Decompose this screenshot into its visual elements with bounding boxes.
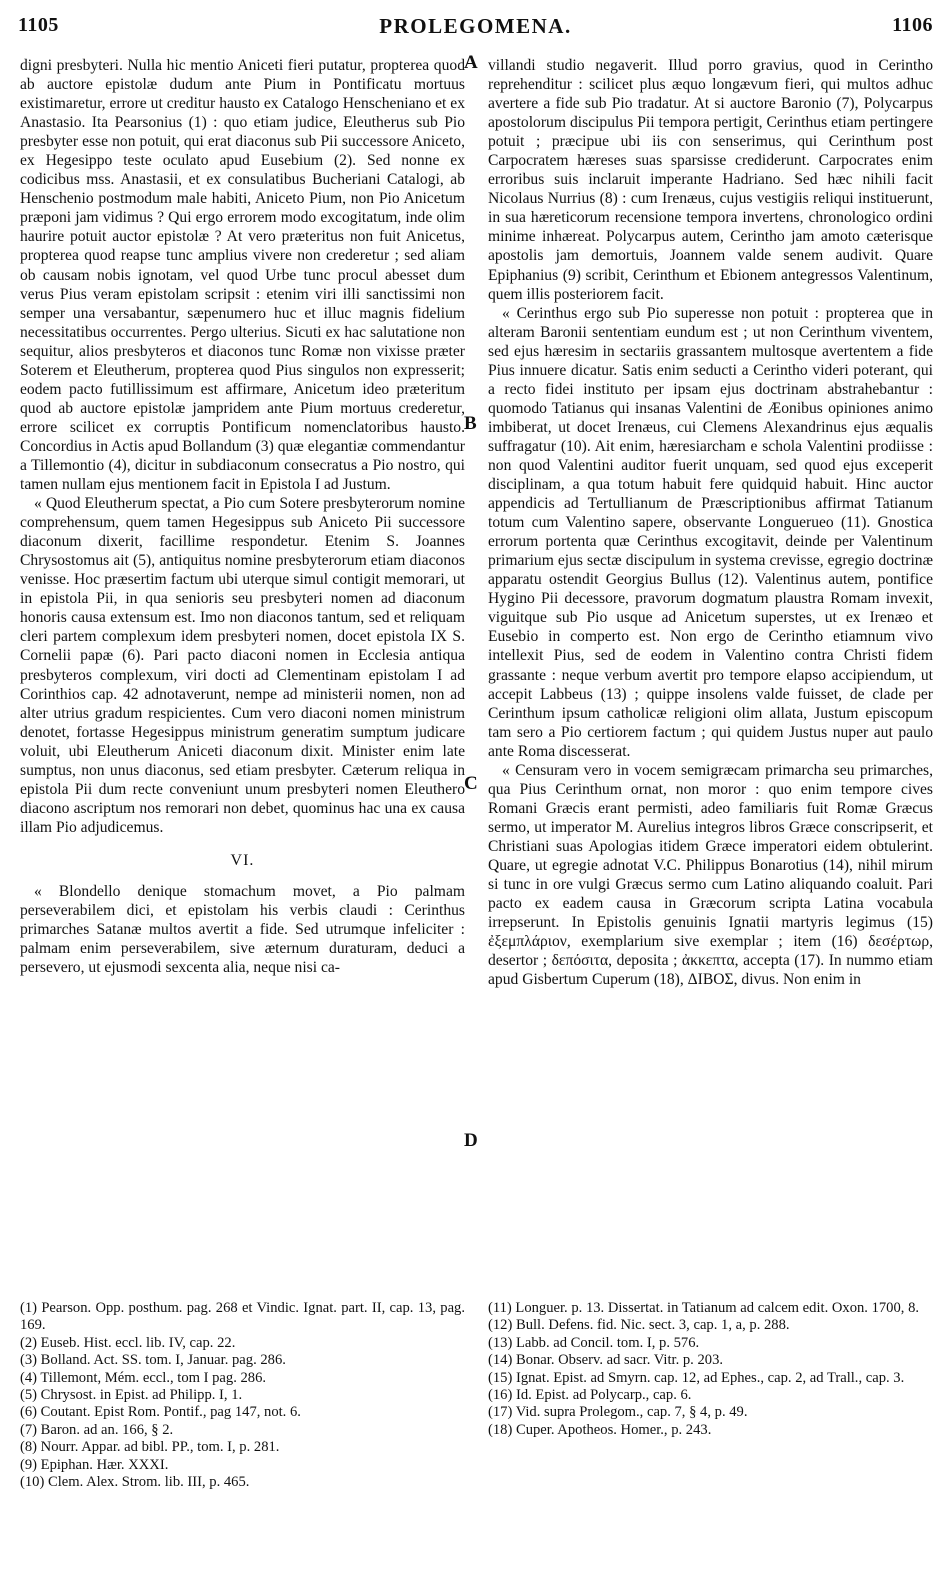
footnote-2: (2) Euseb. Hist. eccl. lib. IV, cap. 22. [20, 1334, 236, 1351]
right-column [488, 56, 933, 989]
footnote-8: (8) Nourr. Appar. ad bibl. PP., tom. I, p. 281. [20, 1439, 280, 1456]
footnote-10: (10) Clem. Alex. Strom. lib. III, p. 465. [20, 1474, 250, 1491]
footnote-12: (12) Bull. Defens. fid. Nic. sect. 3, cap. 1, a, p. 288. [488, 1317, 790, 1334]
right-paragraph-3: « Censuram vero in vocem semigræcam primarcha seu primarches, qua Pius Cerinthum ornat, non moror : quo enim tempore cives Romani Græcis erant permisti, adeo familiaris fuit Romæ Græcus sermo, ut imperator M. Aurelius integros libros Græce conscripserit, et Christiani suas Apologias itidem Græce imperatori eidem obtulerint. Quare, ut egregie adnotat V.C. Philippus Bonarotius (14), nihil mirum si tunc in ore vulgi Græcus sermo cum Latino aliquando coaluit. Pari pacto ex eadem causa in Græcorum scripta Latina vocabula irrepserunt. In Epistolis genuinis Ignatii martyris legimus (15) ἐξεμπλάριον, exemplarium sive exemplar ; item (16) δεσέρτωρ, desertor ; δεπόσιτα, deposita ; ἀκκεπτα, accepta (17). In nummo etiam apud Gisbertum Cuperum (18), ΔΙΒΟΣ, divus. Non enim in [488, 761, 933, 989]
right-paragraph-2: « Cerinthus ergo sub Pio superesse non potuit : propterea que in alteram Baronii sententiam eundum est ; ut non Cerinthum viventem, sed ejus hæresim in sectariis grassantem multosque avertentem a fide Pius innuere dicatur. Satis enim seducti a Cerintho videri poterant, qui a recto fidei instituto per ipsam ejus doctrinam abstrahebantur : quomodo Tatianus qui insanas Valentini de Æonibus opiniones animo imbiberat, ut docet Irenæus, cui Clemens Alexandrinus ejus æqualis suffragatur (10). Ait enim, hæresiarcham e schola Valentini prodiisse : non quod Valentini auditor fuerit unquam, sed quod ejus exceperit disciplinam, a qua totum habuit fere quidquid habuit. Hinc auctor appendicis ad Tertullianum de Præscriptionibus affirmat Tatianum totum cum Valentino sapere, observante Longuerueo (11). Gnostica errorum portenta quæ Cerinthus excogitavit, deinde per Valentinum primarium ejus sectæ discipulum in systema crevisse, egregio doctrinæ apparatu ostendit Georgius Bullus (12). Valentinus autem, pontifice Hygino Pii decessore, pravorum dogmatum plaustra Romam invexit, viguitque sub Pio usque ad Anicetum superstes, ut ex Irenæo et Eusebio in comperto est. Non ergo de Cerintho etiamnum vivo intellexit Pius, sed de eodem in Valentino contra Christi fidem grassante : neque verbum avertit pro tempore elapso accipiendum, ut accepit Labbeus (13) ; quippe insolens valde fuisset, de clade per Cerinthum ipsum catholicæ religioni olim allata, Justum episcopum tam sero a Pio certiorem factum ; qui quidem Justus nuper aut paulo ante Roma discesserat. [488, 304, 933, 760]
page-number-right: 1106 [892, 14, 933, 36]
footnote-13: (13) Labb. ad Concil. tom. I, p. 576. [488, 1334, 700, 1351]
margin-letter-d: D [464, 1130, 478, 1151]
margin-letter-c: C [464, 773, 478, 794]
footnote-9: (9) Epiphan. Hær. XXXI. [20, 1456, 169, 1473]
running-title: PROLEGOMENA. [379, 14, 572, 38]
footnote-14: (14) Bonar. Observ. ad sacr. Vitr. p. 203. [488, 1352, 724, 1369]
margin-letter-b: B [464, 413, 477, 434]
section-heading: VI. [230, 851, 255, 869]
page-number-left: 1105 [18, 14, 59, 36]
left-paragraph-3: « Blondello denique stomachum movet, a Pio palmam perseverabilem dici, et epistolam his verbis claudi : Cerinthus primarches Satanæ multos avertit a fide. Sed utrumque infeliciter : palmam enim perseverabilem, sive æternum duraturam, deduci a persevero, ut ejusmodi sexcenta alia, neque nisi ca- [20, 882, 465, 977]
footnote-17: (17) Vid. supra Prolegom., cap. 7, § 4, p. 49. [488, 1404, 748, 1421]
page-header [18, 14, 933, 42]
footnote-1: (1) Pearson. Opp. posthum. pag. 268 et Vindic. Ignat. part. II, cap. 13, pag. 169. [20, 1300, 465, 1334]
left-column [20, 56, 465, 977]
footnotes-right [488, 1300, 933, 1439]
right-paragraph-1: villandi studio negaverit. Illud porro gravius, quod in Cerintho reprehenditur : scilicet plus æquo longævum fieri, qui multos adhuc avertere a fide sub Pio tradatur. At si auctore Baronio (7), Polycarpus apostolorum discipulus Pii tempora pertigit, Cerinthus etiam pertingere potuit ; præcipue ubi iis con senserimus, qui Cerinthum post Carpocratem hæreses suas sparsisse crediderunt. Carpocrates enim erroribus suis inclaruit imperante Hadriano. Sed hæc nihili facit Nicolaus Nurrius (8) : cum Irenæus, cujus vestigiis reliqui instituerunt, in sua hæreticorum recensione tempora invertens, chronologico ordini minime inhæreat. Polycarpus autem, Cerintho jam amoto cæterisque apostolis jam demortuis, Joannem valde senem audivit. Quare Epiphanius (9) scribit, Cerinthum et Ebionem antegressos Valentinum, quem illis posteriorem facit. [488, 57, 933, 303]
footnote-3: (3) Bolland. Act. SS. tom. I, Januar. pag. 286. [20, 1352, 286, 1369]
footnotes-left [20, 1300, 465, 1491]
footnote-6: (6) Coutant. Epist Rom. Pontif., pag 147, not. 6. [20, 1404, 301, 1421]
footnote-5: (5) Chrysost. in Epist. ad Philipp. I, 1. [20, 1387, 243, 1404]
footnote-11: (11) Longuer. p. 13. Dissertat. in Tatianum ad calcem edit. Oxon. 1700, 8. [488, 1300, 920, 1316]
footnote-16: (16) Id. Epist. ad Polycarp., cap. 6. [488, 1387, 692, 1404]
footnote-15: (15) Ignat. Epist. ad Smyrn. cap. 12, ad Ephes., cap. 2, ad Trall., cap. 3. [488, 1369, 905, 1386]
left-paragraph-2: « Quod Eleutherum spectat, a Pio cum Sotere presbyterorum nomine comprehensum, quem tamen Hegesippus sub Aniceto Pii successore diaconum dixerit, facillime respondetur. Etenim S. Joannes Chrysostomus ait (5), antiquitus nomine presbyterorum etiam diaconos venisse. Hoc præsertim factum ubi uterque simul contigit memorari, ut in epistola Pii, in qua senioris seu presbyteri nomen ad diaconum honoris causa extensum est. Imo non diaconos tantum, sed et reliquam cleri partem complexum idem presbyteri nomen, docet epistola IX S. Cornelii papæ (6). Pari pacto diaconi nomen in Ecclesia antiqua presbyteros complexum, viri docti ad Clementinam epistolam I ad Corinthios cap. 42 adnotaverunt, nempe ad ministerii nomen, non ad alter utrius gradum respicientes. Cum vero diaconi nomen ministrum denotet, fortasse Hegesippus ministrum generatim sumptum judicare voluit, ubi Eleutherum Aniceti diaconum dixit. Minister enim late sumptus, non unus diaconus, sed etiam presbyter. Cæterum reliqua in epistola Pii dum recte conveniunt unum presbyteri nomen Eleuthero diacono ascriptum nos remorari non debet, quominus hac una ex causa illam Pio adjudicemus. [20, 495, 465, 836]
margin-letter-a: A [464, 52, 478, 73]
footnote-7: (7) Baron. ad an. 166, § 2. [20, 1421, 174, 1438]
left-paragraph-1: digni presbyteri. Nulla hic mentio Aniceti fieri putatur, propterea quod ab auctore epistolæ dudum ante Pium in Pontificatu mortuus existimaretur, errore ut creditur hausto ex Catalogo Henscheniano et ex Anastasio. Ita Pearsonius (1) : quo etiam judice, Eleutherus sub Pio presbyter esse non potuit, qui erat diaconus sub Pii successore Aniceto, ex Hegesippo teste oculato apud Eusebium (2). Sed nonne ex codicibus mss. Anastasii, et ex consulatibus Bucheriani Catalogi, ab Henschenio postmodum male habiti, Aniceto Pium, non Pio Anicetum præponi jam vidimus ? Qui ergo errorem modo excogitatum, inde olim haurire potuit auctor epistolæ ? At vero præteritus non fuit Anicetus, propterea quod reapse tunc amplius vivere non crederetur ; sed aliam ob causam nobis ignotam, vel quod Urbe tunc procul abesset dum verus Pius veram epistolam scripsit : etenim viri illi sanctissimi non semper una versabantur, sæpenumero huc et illuc magnis fidelium necessitatibus occurrentes. Pergo ulterius. Sicuti ex hac salutatione non sequitur, alios presbyteros et diaconos tunc Romæ non vixisse præter Soterem et Eleutherum, propterea quod Pius singulos non expresserit; eodem pacto futillissimum est affirmare, Anicetum ideo præteritum quod ab auctore epistolæ jampridem ante Pium mortuus crederetur, errore scilicet ex corruptis Pontificum nomenclatoribus hausto. Concordius in Actis apud Bollandum (3) quæ elegantiæ commendantur a Tillemontio (4), dicitur in subdiaconum consecratus a Pio nostro, qui tamen nullam ejus mentionem facit in Epistola I ad Justum. [20, 57, 465, 494]
footnote-18: (18) Cuper. Apotheos. Homer., p. 243. [488, 1421, 712, 1438]
footnote-4: (4) Tillemont, Mém. eccl., tom I pag. 286. [20, 1369, 267, 1386]
